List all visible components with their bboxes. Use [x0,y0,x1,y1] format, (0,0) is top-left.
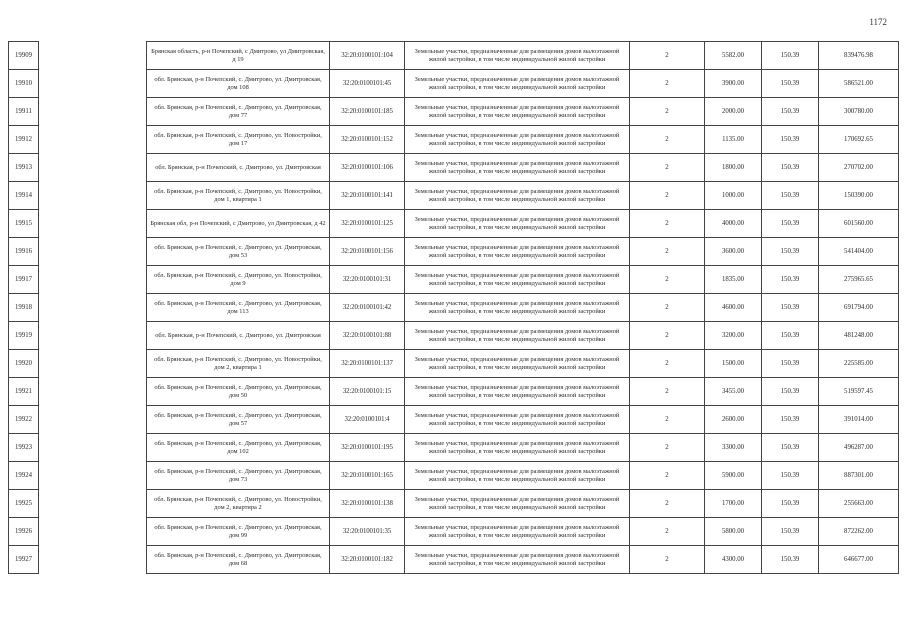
rate-cell: 150.39 [762,322,819,350]
area-cell: 1700.00 [705,490,762,518]
group-cell: 2 [630,266,705,294]
area-cell: 1800.00 [705,154,762,182]
address-cell: обл. Брянская, р-н Почепский, с. Дмитрово, ул. Дмитровская, дом 113 [147,294,330,322]
rate-cell: 150.39 [762,434,819,462]
table-row [9,294,899,322]
address-cell: обл. Брянская, р-н Почепский, с. Дмитрово, ул. Дмитровская, дом 57 [147,406,330,434]
land-use-cell: Земельные участки, предназначенные для размещения домов малоэтажной жилой застройки, в том числе индивидуальной жилой застройки [405,42,630,70]
spacer-cell [39,518,147,546]
area-cell: 1500.00 [705,350,762,378]
row-id-cell: 19927 [9,546,39,574]
group-cell: 2 [630,350,705,378]
table-row [9,546,899,574]
address-cell: обл. Брянская, р-н Почепский, с. Дмитрово, ул. Дмитровская, дом 50 [147,378,330,406]
group-cell: 2 [630,70,705,98]
spacer-cell [39,98,147,126]
spacer-cell [39,154,147,182]
spacer-cell [39,406,147,434]
rate-cell: 150.39 [762,238,819,266]
cadastral-number-cell: 32:20:0100101:45 [330,70,405,98]
spacer-cell [39,294,147,322]
cadastral-number-cell: 32:20:0100101:165 [330,462,405,490]
table-row [9,490,899,518]
group-cell: 2 [630,546,705,574]
group-cell: 2 [630,294,705,322]
address-cell: Брянская область, р-н Почепский, с Дмитрово, ул Дмитровская, д 19 [147,42,330,70]
row-id-cell: 19909 [9,42,39,70]
cadastral-number-cell: 32:20:0100101:125 [330,210,405,238]
land-use-cell: Земельные участки, предназначенные для размещения домов малоэтажной жилой застройки, в том числе индивидуальной жилой застройки [405,518,630,546]
group-cell: 2 [630,98,705,126]
group-cell: 2 [630,154,705,182]
cadastral-value-cell: 255663.00 [819,490,899,518]
area-cell: 3900.00 [705,70,762,98]
cadastral-value-cell: 541404.00 [819,238,899,266]
rate-cell: 150.39 [762,182,819,210]
row-id-cell: 19913 [9,154,39,182]
land-use-cell: Земельные участки, предназначенные для размещения домов малоэтажной жилой застройки, в том числе индивидуальной жилой застройки [405,546,630,574]
area-cell: 4600.00 [705,294,762,322]
area-cell: 3600.00 [705,238,762,266]
page-number: 1172 [869,17,887,27]
table-row [9,350,899,378]
table-row [9,266,899,294]
land-use-cell: Земельные участки, предназначенные для размещения домов малоэтажной жилой застройки, в том числе индивидуальной жилой застройки [405,462,630,490]
address-cell: обл. Брянская, р-н Почепский, с. Дмитрово, ул. Дмитровская [147,322,330,350]
cadastral-value-table [8,41,899,574]
row-id-cell: 19918 [9,294,39,322]
address-cell: обл. Брянская, р-н Почепский, с. Дмитрово, ул. Дмитровская, дом 102 [147,434,330,462]
area-cell: 2000.00 [705,98,762,126]
area-cell: 1135.00 [705,126,762,154]
table-row [9,210,899,238]
cadastral-value-cell: 519597.45 [819,378,899,406]
land-use-cell: Земельные участки, предназначенные для размещения домов малоэтажной жилой застройки, в том числе индивидуальной жилой застройки [405,182,630,210]
spacer-cell [39,210,147,238]
spacer-cell [39,462,147,490]
table-row [9,406,899,434]
land-use-cell: Земельные участки, предназначенные для размещения домов малоэтажной жилой застройки, в том числе индивидуальной жилой застройки [405,378,630,406]
row-id-cell: 19919 [9,322,39,350]
rate-cell: 150.39 [762,378,819,406]
row-id-cell: 19921 [9,378,39,406]
cadastral-number-cell: 32:20:0100101:156 [330,238,405,266]
cadastral-number-cell: 32:20:0100101:185 [330,98,405,126]
group-cell: 2 [630,182,705,210]
rate-cell: 150.39 [762,98,819,126]
address-cell: обл. Брянская, р-н Почепский, с. Дмитрово, ул. Дмитровская, дом 73 [147,462,330,490]
spacer-cell [39,266,147,294]
cadastral-number-cell: 32:20:0100101:4 [330,406,405,434]
table-row [9,98,899,126]
table-row [9,434,899,462]
address-cell: обл. Брянская, р-н Почепский, с. Дмитрово, ул. Дмитровская, дом 99 [147,518,330,546]
cadastral-number-cell: 32:20:0100101:195 [330,434,405,462]
table-body [9,42,899,574]
rate-cell: 150.39 [762,546,819,574]
land-use-cell: Земельные участки, предназначенные для размещения домов малоэтажной жилой застройки, в том числе индивидуальной жилой застройки [405,70,630,98]
land-use-cell: Земельные участки, предназначенные для размещения домов малоэтажной жилой застройки, в том числе индивидуальной жилой застройки [405,126,630,154]
row-id-cell: 19924 [9,462,39,490]
address-cell: обл. Брянская, р-н Почепский, с. Дмитрово, ул. Новостройки, дом 2, квартира 2 [147,490,330,518]
cadastral-number-cell: 32:20:0100101:31 [330,266,405,294]
cadastral-value-cell: 887301.00 [819,462,899,490]
cadastral-value-cell: 872262.00 [819,518,899,546]
group-cell: 2 [630,406,705,434]
land-use-cell: Земельные участки, предназначенные для размещения домов малоэтажной жилой застройки, в том числе индивидуальной жилой застройки [405,154,630,182]
row-id-cell: 19920 [9,350,39,378]
address-cell: обл. Брянская, р-н Почепский, с. Дмитрово, ул. Новостройки, дом 17 [147,126,330,154]
table-row [9,126,899,154]
cadastral-number-cell: 32:20:0100101:104 [330,42,405,70]
row-id-cell: 19923 [9,434,39,462]
cadastral-value-cell: 586521.00 [819,70,899,98]
spacer-cell [39,42,147,70]
table-row [9,182,899,210]
row-id-cell: 19917 [9,266,39,294]
land-use-cell: Земельные участки, предназначенные для размещения домов малоэтажной жилой застройки, в том числе индивидуальной жилой застройки [405,266,630,294]
group-cell: 2 [630,238,705,266]
cadastral-number-cell: 32:20:0100101:42 [330,294,405,322]
table-row [9,518,899,546]
group-cell: 2 [630,126,705,154]
rate-cell: 150.39 [762,406,819,434]
spacer-cell [39,238,147,266]
spacer-cell [39,434,147,462]
cadastral-value-cell: 646677.00 [819,546,899,574]
row-id-cell: 19910 [9,70,39,98]
address-cell: обл. Брянская, р-н Почепский, с. Дмитрово, ул. Дмитровская, дом 108 [147,70,330,98]
cadastral-value-cell: 496287.00 [819,434,899,462]
land-use-cell: Земельные участки, предназначенные для размещения домов малоэтажной жилой застройки, в том числе индивидуальной жилой застройки [405,490,630,518]
cadastral-value-cell: 270702.00 [819,154,899,182]
rate-cell: 150.39 [762,210,819,238]
address-cell: обл. Брянская, р-н Почепский, с. Дмитрово, ул. Новостройки, дом 9 [147,266,330,294]
cadastral-number-cell: 32:20:0100101:35 [330,518,405,546]
area-cell: 2600.00 [705,406,762,434]
cadastral-value-cell: 300780.00 [819,98,899,126]
land-use-cell: Земельные участки, предназначенные для размещения домов малоэтажной жилой застройки, в том числе индивидуальной жилой застройки [405,434,630,462]
spacer-cell [39,546,147,574]
group-cell: 2 [630,462,705,490]
area-cell: 3300.00 [705,434,762,462]
address-cell: обл. Брянская, р-н Почепский, с. Дмитрово, ул. Новостройки, дом 1, квартира 1 [147,182,330,210]
cadastral-number-cell: 32:20:0100101:106 [330,154,405,182]
cadastral-number-cell: 32:20:0100101:141 [330,182,405,210]
land-use-cell: Земельные участки, предназначенные для размещения домов малоэтажной жилой застройки, в том числе индивидуальной жилой застройки [405,238,630,266]
cadastral-value-cell: 150390.00 [819,182,899,210]
cadastral-value-cell: 391014.00 [819,406,899,434]
spacer-cell [39,126,147,154]
cadastral-value-cell: 481248.00 [819,322,899,350]
rate-cell: 150.39 [762,350,819,378]
spacer-cell [39,182,147,210]
cadastral-value-cell: 225585.00 [819,350,899,378]
rate-cell: 150.39 [762,266,819,294]
spacer-cell [39,490,147,518]
spacer-cell [39,70,147,98]
cadastral-number-cell: 32:20:0100101:137 [330,350,405,378]
row-id-cell: 19925 [9,490,39,518]
rate-cell: 150.39 [762,154,819,182]
address-cell: обл. Брянская, р-н Почепский, с. Дмитрово, ул. Дмитровская, дом 53 [147,238,330,266]
area-cell: 4300.00 [705,546,762,574]
row-id-cell: 19914 [9,182,39,210]
cadastral-number-cell: 32:20:0100101:88 [330,322,405,350]
address-cell: обл. Брянская, р-н Почепский, с. Дмитрово, ул. Новостройки, дом 2, квартира 1 [147,350,330,378]
cadastral-value-cell: 275965.65 [819,266,899,294]
land-use-cell: Земельные участки, предназначенные для размещения домов малоэтажной жилой застройки, в том числе индивидуальной жилой застройки [405,406,630,434]
group-cell: 2 [630,378,705,406]
area-cell: 1000.00 [705,182,762,210]
table-row [9,70,899,98]
row-id-cell: 19915 [9,210,39,238]
cadastral-number-cell: 32:20:0100101:182 [330,546,405,574]
land-use-cell: Земельные участки, предназначенные для размещения домов малоэтажной жилой застройки, в том числе индивидуальной жилой застройки [405,294,630,322]
table-row [9,154,899,182]
group-cell: 2 [630,210,705,238]
group-cell: 2 [630,42,705,70]
cadastral-number-cell: 32:20:0100101:152 [330,126,405,154]
area-cell: 3200.00 [705,322,762,350]
group-cell: 2 [630,490,705,518]
area-cell: 5582.00 [705,42,762,70]
land-use-cell: Земельные участки, предназначенные для размещения домов малоэтажной жилой застройки, в том числе индивидуальной жилой застройки [405,210,630,238]
address-cell: Брянская обл, р-н Почепский, с Дмитрово, ул Дмитровская, д 42 [147,210,330,238]
group-cell: 2 [630,518,705,546]
group-cell: 2 [630,434,705,462]
row-id-cell: 19926 [9,518,39,546]
rate-cell: 150.39 [762,518,819,546]
row-id-cell: 19916 [9,238,39,266]
address-cell: обл. Брянская, р-н Почепский, с. Дмитрово, ул. Дмитровская, дом 68 [147,546,330,574]
rate-cell: 150.39 [762,42,819,70]
area-cell: 1835.00 [705,266,762,294]
cadastral-value-cell: 601560.00 [819,210,899,238]
area-cell: 3455.00 [705,378,762,406]
land-use-cell: Земельные участки, предназначенные для размещения домов малоэтажной жилой застройки, в том числе индивидуальной жилой застройки [405,350,630,378]
table-row [9,378,899,406]
area-cell: 4000.00 [705,210,762,238]
row-id-cell: 19922 [9,406,39,434]
area-cell: 5800.00 [705,518,762,546]
table-row [9,322,899,350]
cadastral-number-cell: 32:20:0100101:15 [330,378,405,406]
cadastral-value-cell: 691794.00 [819,294,899,322]
table-row [9,462,899,490]
group-cell: 2 [630,322,705,350]
area-cell: 5900.00 [705,462,762,490]
rate-cell: 150.39 [762,490,819,518]
land-use-cell: Земельные участки, предназначенные для размещения домов малоэтажной жилой застройки, в том числе индивидуальной жилой застройки [405,98,630,126]
row-id-cell: 19911 [9,98,39,126]
land-use-cell: Земельные участки, предназначенные для размещения домов малоэтажной жилой застройки, в том числе индивидуальной жилой застройки [405,322,630,350]
rate-cell: 150.39 [762,126,819,154]
spacer-cell [39,378,147,406]
cadastral-number-cell: 32:20:0100101:138 [330,490,405,518]
row-id-cell: 19912 [9,126,39,154]
cadastral-value-cell: 839476.98 [819,42,899,70]
rate-cell: 150.39 [762,70,819,98]
cadastral-value-cell: 170692.65 [819,126,899,154]
table-row [9,238,899,266]
table-row [9,42,899,70]
spacer-cell [39,322,147,350]
spacer-cell [39,350,147,378]
rate-cell: 150.39 [762,294,819,322]
address-cell: обл. Брянская, р-н Почепский, с. Дмитрово, ул. Дмитровская [147,154,330,182]
rate-cell: 150.39 [762,462,819,490]
address-cell: обл. Брянская, р-н Почепский, с. Дмитрово, ул. Дмитровская, дом 77 [147,98,330,126]
